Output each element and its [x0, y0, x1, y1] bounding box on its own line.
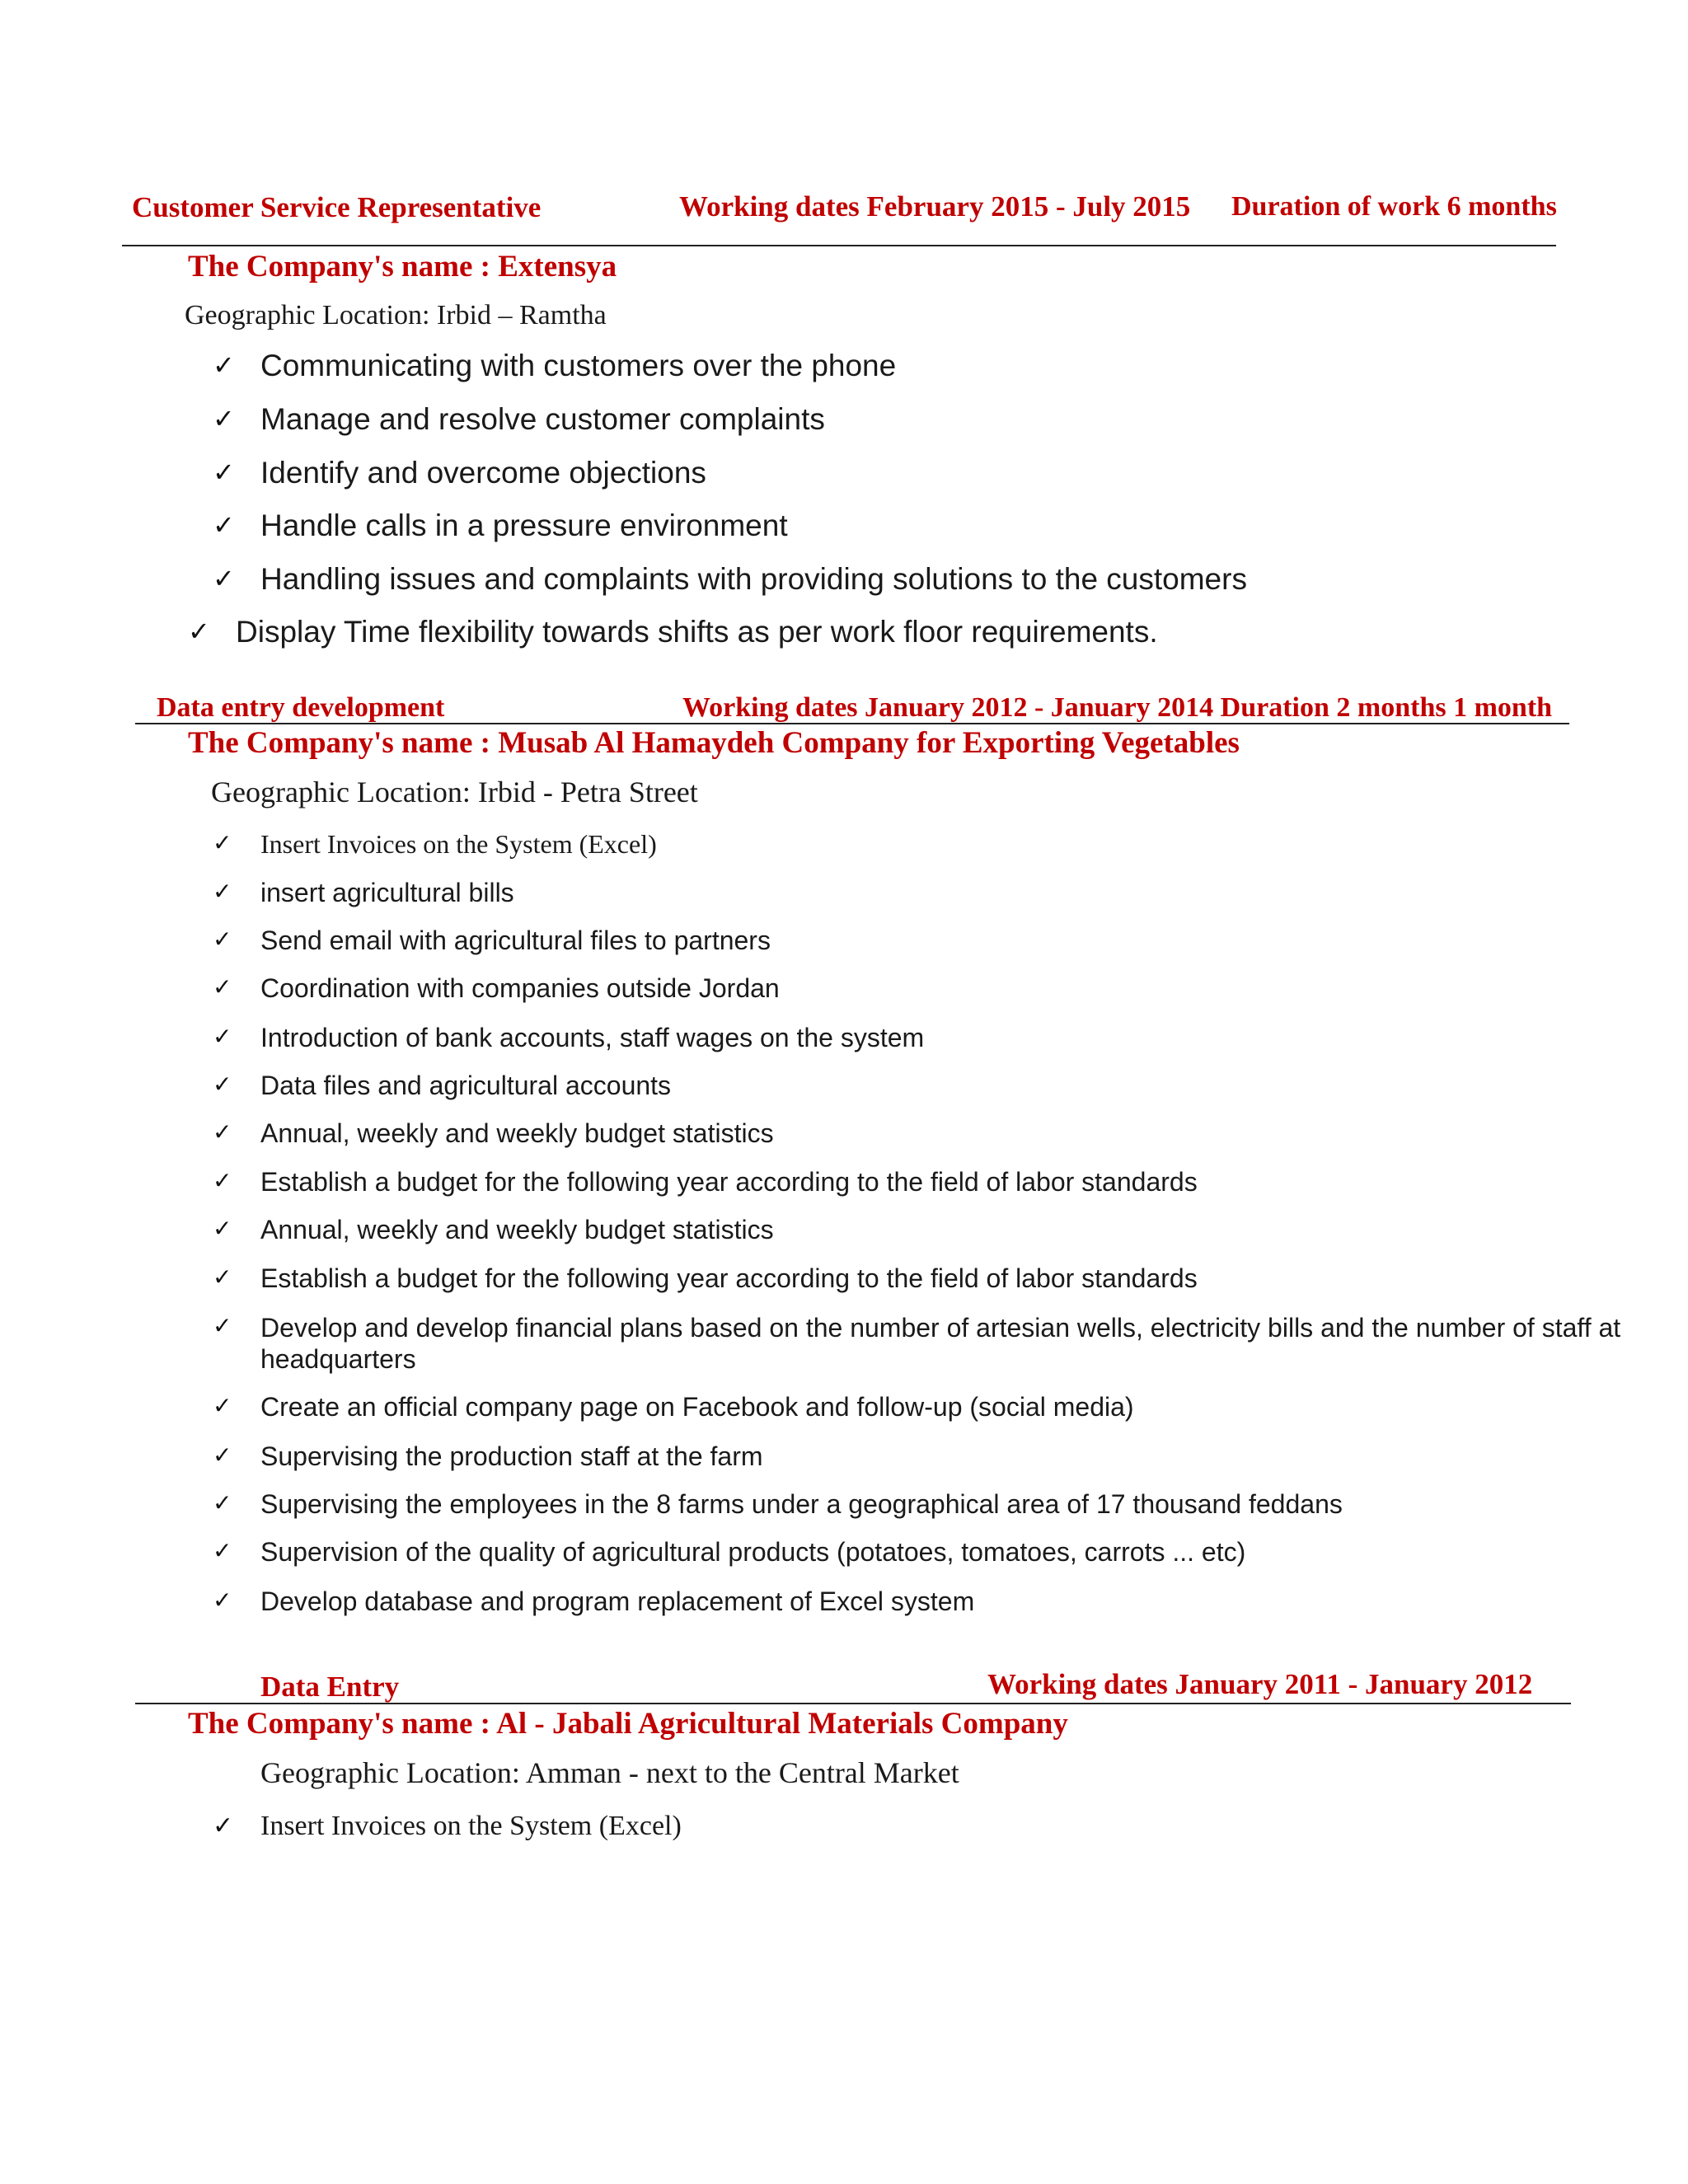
duty-item: Develop and develop financial plans based on the number of artesian wells, electricity bills and the number of staff at headquarters	[260, 1313, 1621, 1374]
section-divider	[122, 245, 1556, 246]
check-icon: ✓	[213, 1071, 232, 1098]
duty-item: Supervising the production staff at the farm	[260, 1441, 763, 1471]
duty-item: Develop database and program replacement of Excel system	[260, 1586, 975, 1616]
duty-item: Establish a budget for the following year according to the field of labor standards	[260, 1263, 1198, 1293]
geographic-location: Geographic Location: Irbid - Petra Street	[211, 776, 698, 808]
check-icon: ✓	[213, 349, 235, 381]
duty-item: Handle calls in a pressure environment	[260, 509, 788, 542]
duty-item: Coordination with companies outside Jordan	[260, 973, 780, 1003]
check-icon: ✓	[213, 1215, 232, 1242]
check-icon: ✓	[213, 1811, 234, 1840]
duty-item: Identify and overcome objections	[260, 456, 706, 490]
duty-item: Introduction of bank accounts, staff wages on the system	[260, 1023, 925, 1052]
check-icon: ✓	[213, 878, 232, 905]
check-icon: ✓	[213, 1586, 232, 1614]
check-icon: ✓	[213, 1489, 232, 1516]
working-dates: Working dates January 2011 - January 2012	[987, 1668, 1533, 1700]
duty-item: Manage and resolve customer complaints	[260, 402, 825, 436]
duty-item: Insert Invoices on the System (Excel)	[260, 829, 657, 859]
check-icon: ✓	[213, 1312, 232, 1339]
check-icon: ✓	[213, 1392, 232, 1419]
duty-item: Send email with agricultural files to partners	[260, 926, 771, 955]
company-name: The Company's name : Extensya	[188, 250, 617, 284]
geographic-location: Geographic Location: Irbid – Ramtha	[185, 300, 607, 330]
section-divider	[135, 1703, 1571, 1704]
job-title: Data Entry	[260, 1671, 400, 1703]
check-icon: ✓	[213, 1118, 232, 1146]
duty-item: Insert Invoices on the System (Excel)	[260, 1811, 682, 1841]
check-icon: ✓	[213, 973, 232, 1001]
check-icon: ✓	[213, 829, 232, 856]
check-icon: ✓	[213, 1537, 232, 1564]
duty-item: Supervision of the quality of agricultural products (potatoes, tomatoes, carrots ... etc)	[260, 1537, 1246, 1567]
check-icon: ✓	[213, 563, 235, 594]
work-duration: Duration of work 6 months	[1231, 191, 1557, 222]
working-dates: Working dates February 2015 - July 2015	[679, 190, 1191, 223]
check-icon: ✓	[213, 1023, 232, 1050]
company-name: The Company's name : Musab Al Hamaydeh Company for Exporting Vegetables	[188, 726, 1240, 760]
check-icon: ✓	[213, 403, 235, 434]
check-icon: ✓	[213, 1263, 232, 1291]
check-icon: ✓	[213, 1441, 232, 1469]
job-title: Data entry development	[157, 692, 445, 723]
check-icon: ✓	[213, 509, 235, 541]
duty-item: Communicating with customers over the phone	[260, 349, 897, 382]
duty-item: Annual, weekly and weekly budget statistics	[260, 1118, 774, 1148]
section-divider	[135, 723, 1569, 724]
job-title: Customer Service Representative	[132, 191, 542, 223]
duty-item: Handling issues and complaints with providing solutions to the customers	[260, 562, 1247, 596]
duty-item: Create an official company page on Facebook and follow-up (social media)	[260, 1392, 1134, 1422]
duty-item: Display Time flexibility towards shifts as per work floor requirements.	[236, 615, 1158, 649]
geographic-location: Geographic Location: Amman - next to the Central Market	[260, 1756, 959, 1789]
working-dates: Working dates January 2012 - January 2014 Duration 2 months 1 month	[682, 692, 1553, 723]
check-icon: ✓	[213, 926, 232, 953]
duty-item: Data files and agricultural accounts	[260, 1071, 672, 1100]
check-icon: ✓	[213, 1167, 232, 1194]
duty-item: insert agricultural bills	[260, 878, 514, 907]
check-icon: ✓	[213, 457, 235, 488]
duty-item: Annual, weekly and weekly budget statistics	[260, 1215, 774, 1244]
company-name: The Company's name : Al - Jabali Agricultural Materials Company	[188, 1707, 1068, 1741]
duty-item: Supervising the employees in the 8 farms under a geographical area of 17 thousand feddans	[260, 1489, 1343, 1519]
duty-item: Establish a budget for the following year according to the field of labor standards	[260, 1167, 1198, 1197]
check-icon: ✓	[188, 616, 210, 647]
